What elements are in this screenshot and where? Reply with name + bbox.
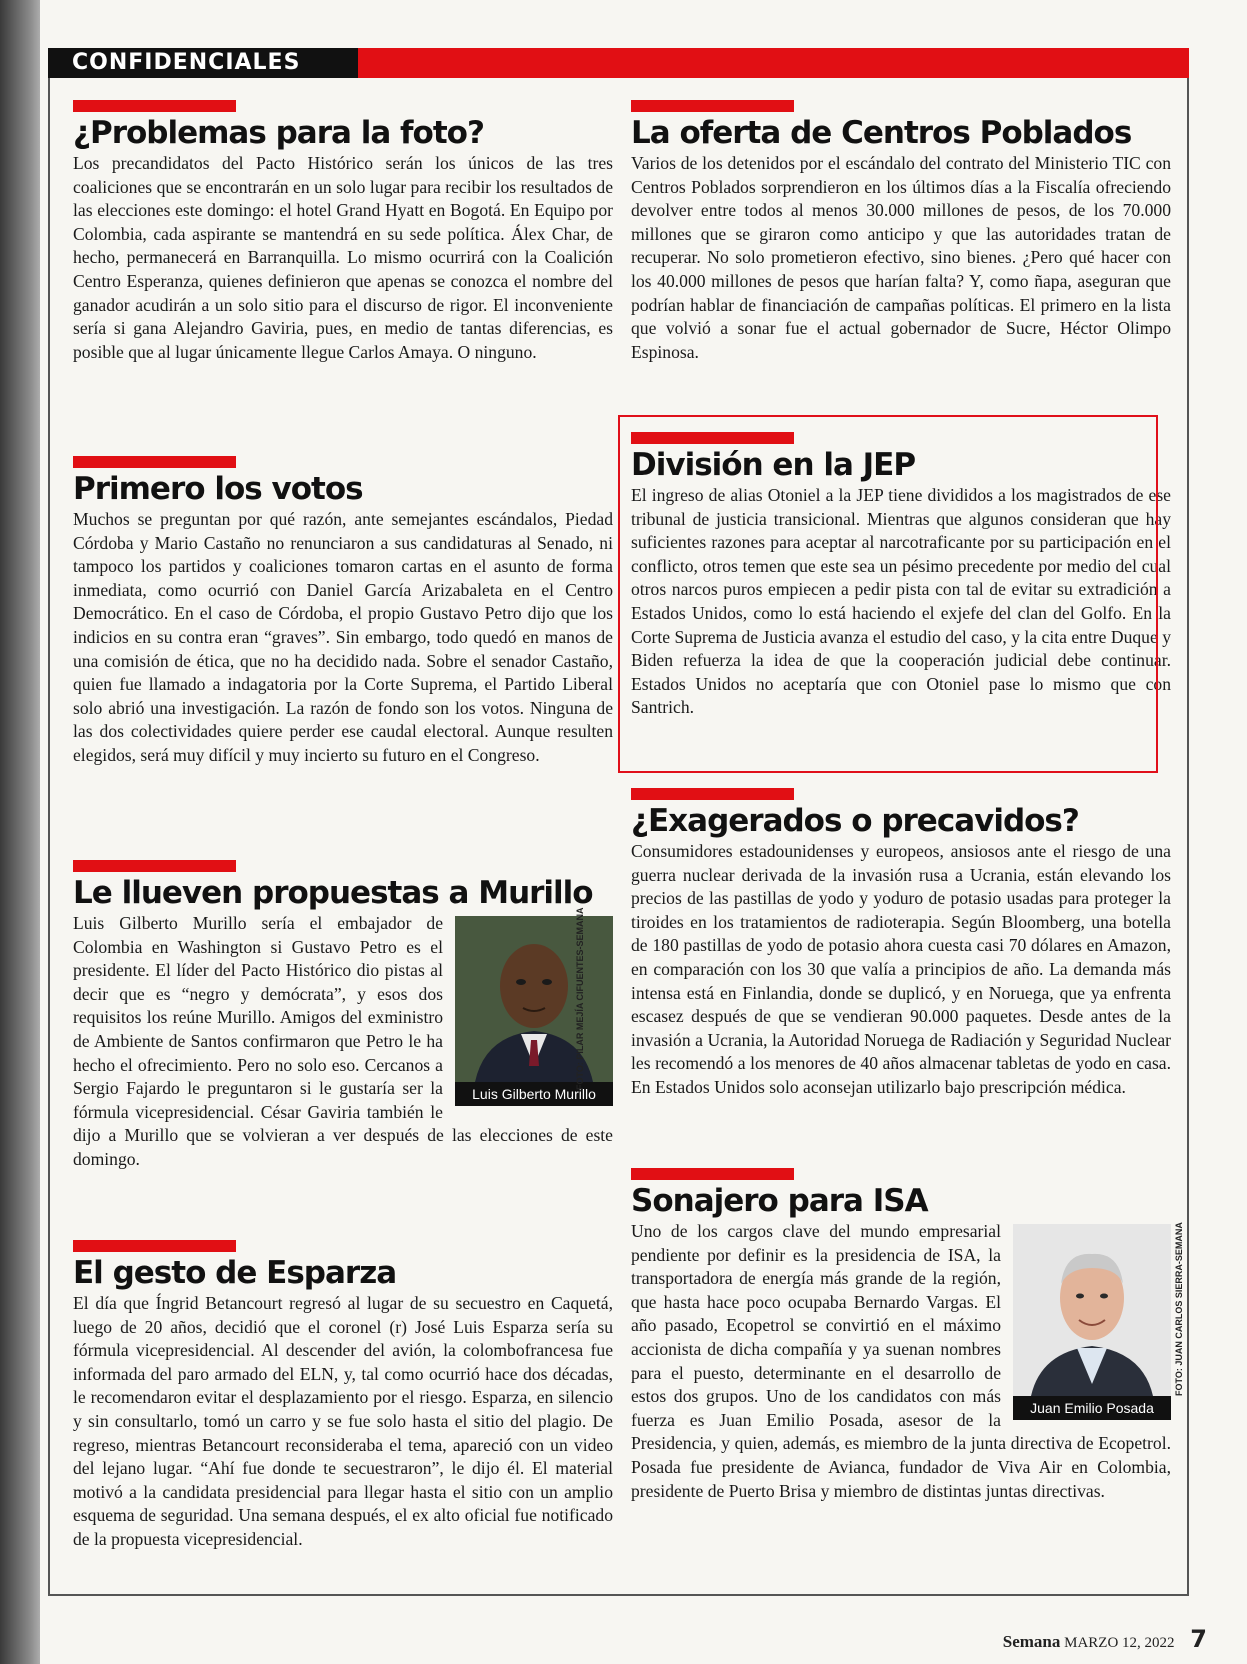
article-centros	[631, 100, 1171, 364]
article-problemas	[73, 100, 613, 364]
article-title: El gesto de Esparza	[73, 1255, 397, 1291]
page-number: 7	[1190, 1625, 1207, 1653]
section-title: CONFIDENCIALES	[72, 50, 301, 75]
article-body: Uno de los cargos clave del mundo empresarial pendiente por definir es la presidencia de ISA, la transportadora de energía más grande de la región, que hasta hace poco ocupaba Bernardo Vargas. El año pasado, Ecopetrol se convirtió en el máximo accionista de dicha compañía y ya suenan nombres para el puesto, determinante en el desarrollo de estos dos grupos. Uno de los candidatos con más fuerza es Juan Emilio Posada, asesor de la Presidencia, y quien, además, es miembro de la junta directiva de Ecopetrol. Posada fue presidente de Avianca, fundador de Viva Air en Colombia, presidente de Puerto Brisa y miembro de distintas juntas directivas.	[631, 1221, 1171, 1501]
article-murillo	[73, 860, 613, 1172]
article-body: El ingreso de alias Otoniel a la JEP tiene divididos a los magistrados de ese tribunal de justicia transicional. Mientras que algunos consideran que hay suficientes razones para aceptar al narcotraficante por su participación en el conflicto, otros temen que este sea un pésimo precedente por medio del cual otros narcos puros empiecen a pedir pista con tal de evitar su extradición a Estados Unidos, como lo está haciendo el exjefe del clan del Golfo. En la Corte Suprema de Justicia avanza el estudio del caso, y la cita entre Duque y Biden refuerza la idea de que la cooperación judicial debe continuar. Estados Unidos no aceptaría que con Otoniel pase lo mismo que con Santrich.	[631, 485, 1171, 718]
photo-caption: Luis Gilberto Murillo	[455, 1082, 613, 1106]
article-body: Consumidores estadounidenses y europeos, ansiosos ante el riesgo de una guerra nuclear derivada de la invasión rusa a Ucrania, están elevando los precios de las pastillas de yodo y yoduro de potasio usadas para proteger la tiroides en los tratamientos de radioterapia. Según Bloomberg, una botella de 180 pastillas de yodo de potasio ahora cuesta casi 70 dólares en Amazon, en comparación con los 30 que valía a principios de año. La demanda más intensa está en Finlandia, donde se duplicó, y en Noruega, que ya enfrenta escasez después de que se vendieran 90.000 paquetes. Desde antes de la invasión a Ucrania, la Autoridad Noruega de Radiación y Seguridad Nuclear les recomendó a los menores de 40 años almacenar tabletas de yodo en casa. En Estados Unidos solo aconsejan utilizarlo bajo prescripción médica.	[631, 841, 1171, 1097]
photo-caption: Juan Emilio Posada	[1013, 1396, 1171, 1420]
article-redbar	[631, 788, 794, 800]
article-redbar	[73, 456, 236, 468]
article-body: Luis Gilberto Murillo sería el embajador de Colombia en Washington si Gustavo Petro es el presidente. El líder del Pacto Histórico dio pistas al decir que es “negro y demócrata”, y esos dos requisitos los reúne Murillo. Amigos del exministro de Ambiente de Santos confirmaron que Petro le ha hecho el ofrecimiento. Pero no solo eso. Cercanos a Sergio Fajardo le preguntaron si le gustaría ser la fórmula vicepresidencial. César Gaviria también le dijo a Murillo que se volvieran a ver después de las elecciones de este domingo.	[73, 913, 613, 1169]
article-title: La oferta de Centros Poblados	[631, 115, 1132, 151]
article-redbar	[73, 860, 236, 872]
issue-date: MARZO 12, 2022	[1064, 1635, 1175, 1651]
article-votos	[73, 456, 613, 768]
article-redbar	[73, 100, 236, 112]
portrait-illustration	[455, 916, 613, 1082]
photo-credit-posada: FOTO: JUAN CARLOS SIERRA-SEMANA	[1174, 1222, 1184, 1396]
magazine-name: Semana	[1002, 1632, 1061, 1651]
article-body: Muchos se preguntan por qué razón, ante semejantes escándalos, Piedad Córdoba y Mario Castaño no renunciaron a sus candidaturas al Senado, ni tampoco los partidos y coaliciones tomaron cartas en el asunto de forma inmediata, como ocurrió con Daniel García Arizabaleta en el Centro Democrático. En el caso de Córdoba, el propio Gustavo Petro dijo que los indicios en su contra eran “graves”. Sin embargo, todo quedó en manos de una comisión de ética, que no ha decidido nada. Sobre el senador Castaño, quien fue llamado a indagatoria por la Corte Suprema, el Partido Liberal solo abrió una investigación. La razón de fondo son los votos. Ninguna de las dos colectividades quiere perder ese caudal electoral. Aunque resulten elegidos, será muy difícil y muy incierto su futuro en el Congreso.	[73, 509, 613, 765]
article-redbar	[631, 100, 794, 112]
magazine-page	[40, 0, 1247, 1664]
article-title: Primero los votos	[73, 471, 363, 507]
article-title: ¿Exagerados o precavidos?	[631, 803, 1079, 839]
article-body: Los precandidatos del Pacto Histórico serán los únicos de las tres coaliciones que se encontrarán en un solo lugar para recibir los resultados de las elecciones este domingo: el hotel Grand Hyatt en Bogotá. En Equipo por Colombia, cada aspirante se mantendrá en su sede política. Álex Char, de hecho, permanecerá en Barranquilla. Lo mismo ocurrirá con la Coalición Centro Esperanza, quienes definieron que apenas se conozca el nombre del ganador acudirán a un solo sitio para el discurso de rigor. El inconveniente sería si gana Alejandro Gaviria, pues, en medio de tantas diferencias, es posible que al lugar únicamente llegue Carlos Amaya. O ninguno.	[73, 153, 613, 362]
article-body: Varios de los detenidos por el escándalo del contrato del Ministerio TIC con Centros Poblados sorprendieron en los últimos días a la Fiscalía ofreciendo devolver entre todos al menos 30.000 millones de pesos, de los 70.000 millones que se giraron como anticipo y que las autoridades tratan de recuperar. No solo prometieron efectivo, sino bienes. ¿Pero qué hacer con los 40.000 millones de pesos que harían falta? Y, como ñapa, aseguran que podrían hablar de financiación de campañas políticas. El primero en la lista que volvió a sonar fue el actual gobernador de Sucre, Héctor Olimpo Espinosa.	[631, 153, 1171, 362]
posada-photo	[1013, 1224, 1171, 1420]
article-title: Sonajero para ISA	[631, 1183, 928, 1219]
article-esparza	[73, 1240, 613, 1552]
article-redbar	[73, 1240, 236, 1252]
article-title: Le llueven propuestas a Murillo	[73, 875, 593, 911]
article-exagerados	[631, 788, 1171, 1100]
section-header	[48, 48, 1189, 78]
article-body: El día que Íngrid Betancourt regresó al lugar de su secuestro en Caquetá, luego de 20 años, decidió que el coronel (r) José Luis Esparza sería su fórmula vicepresidencial. Al descender del avión, la colombofrancesa fue informada del paro armado del ELN, y, tal como ocurrió hace dos décadas, le recomendaron evitar el desplazamiento por el riesgo. Esparza, en silencio y sin consultarlo, tomó un carro y se fue solo hasta el sitio del plagio. De regreso, mientras Betancourt reconsideraba el tema, apareció con un video del lejano lugar. “Ahí fue donde te secuestraron”, le dijo él. El material motivó a la candidata presidencial para llegar hasta el sitio con un amplio esquema de seguridad. Una semana después, el ex alto oficial fue notificado de la propuesta vicepresidencial.	[73, 1293, 613, 1549]
photo-credit-murillo: FOTO: PILAR MEJÍA CIFUENTES-SEMANA	[575, 907, 585, 1090]
article-title: División en la JEP	[631, 447, 916, 483]
article-title: ¿Problemas para la foto?	[73, 115, 484, 151]
article-isa	[631, 1168, 1171, 1503]
article-redbar	[631, 1168, 794, 1180]
page-footer	[1003, 1625, 1207, 1653]
portrait-illustration	[1013, 1224, 1171, 1396]
murillo-photo	[455, 916, 613, 1106]
highlight-box	[618, 415, 1158, 773]
